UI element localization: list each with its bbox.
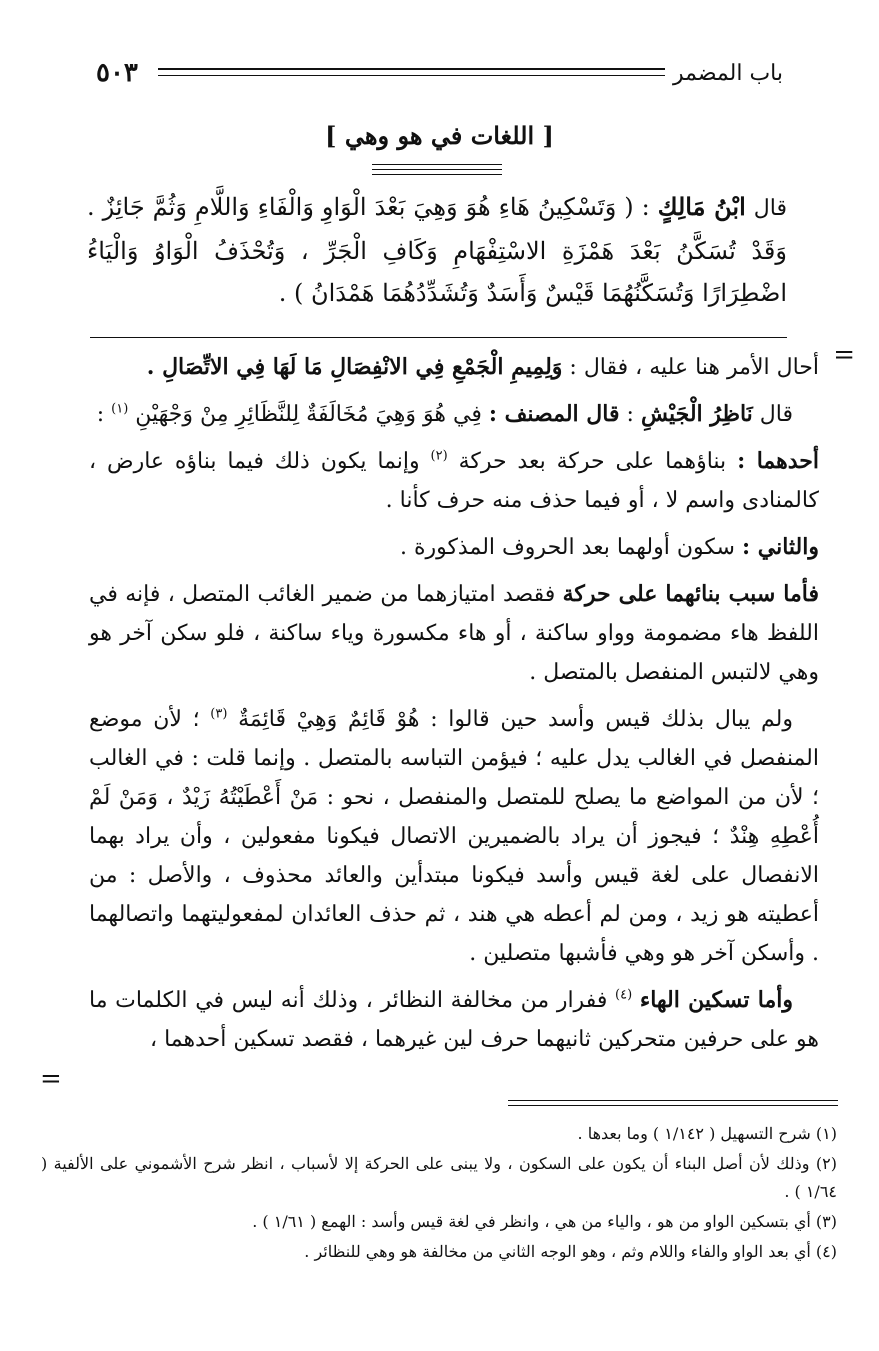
quote: وَلِمِيمِ الْجَمْعِ فِي الانْفِصَالِ مَا لَهَا فِي الاتِّصَالِ . bbox=[146, 354, 563, 380]
commentary-body bbox=[89, 348, 819, 1067]
header-rule bbox=[158, 68, 665, 76]
paragraph-4: والثاني : سكون أولهما بعد الحروف المذكورة . bbox=[399, 534, 819, 560]
footnote-rule bbox=[508, 1100, 838, 1110]
verse-author: ابْنُ مَالِكٍ bbox=[657, 192, 746, 221]
footnote-3: (٣) أي بتسكين الواو من هو ، والياء من هي ، وانظر في لغة قيس وأسد : الهمع ( ١/٦١ ) . bbox=[252, 1212, 837, 1231]
quote: مَنْ أَعْطَيْتُهُ زَيْدٌ ، وَمَنْ لَمْ أُعْطِهِ هِنْدٌ bbox=[89, 785, 819, 849]
continuation-mark-top: = bbox=[833, 340, 855, 370]
paragraph-5: فأما سبب بنائهما على حركة فقصد امتيازهما من ضمير الغائب المتصل ، فإنه في اللفظ هاء مضمومة وواو ساكنة ، أو هاء مكسورة وياء ساكنة ، فلو سكن آخر هو وهي لالتبس المنفصل بالمتصل . bbox=[89, 581, 819, 685]
verse-label: قال bbox=[753, 196, 787, 221]
paragraph-7: وأما تسكين الهاء $^{(٤)}$ ففرار من مخالفة النظائر ، وذلك أنه ليس في الكلمات ما هو على حرفين متحركين ثانيهما حرف لين غيرهما ، فقصد تسكين أحدهما ، bbox=[89, 987, 819, 1052]
footnote-4: (٤) أي بعد الواو والفاء واللام وثم ، وهو الوجه الثاني من مخالفة هو وهي للنظائر . bbox=[304, 1242, 837, 1261]
section-title: [ اللغات في هو وهي ] bbox=[325, 121, 554, 150]
footnote-ref: (٢) bbox=[430, 448, 448, 464]
chapter-title: باب المضمر bbox=[673, 61, 783, 86]
paragraph-2: قال نَاظِرُ الْجَيْشِ : قال المصنف : فِي هُوَ وَهِيَ مُخَالَفَةٌ لِلنَّظَائِرِ مِنْ وَجْهَيْنِ $^{(١)}$ : bbox=[96, 401, 793, 427]
footnotes bbox=[41, 1120, 837, 1268]
quote: هُوْ قَائِمٌ وَهِيْ قَائِمَةٌ bbox=[238, 707, 420, 732]
footnote-1: (١) شرح التسهيل ( ١/١٤٢ ) وما بعدها . bbox=[577, 1124, 837, 1143]
continuation-mark-bottom: = bbox=[40, 1064, 62, 1094]
page-number: ٥٠٣ bbox=[96, 58, 138, 88]
verse-text bbox=[87, 186, 787, 314]
footnote-2: (٢) وذلك لأن أصل البناء أن يكون على السكون ، ولا يبنى على الحركة إلا لأسباب ، انظر شرح الأشموني على الألفية ( ١/٦٤ ) . bbox=[41, 1154, 837, 1201]
paragraph-6: ولم يبال بذلك قيس وأسد حين قالوا : هُوْ قَائِمٌ وَهِيْ قَائِمَةٌ $^{(٣)}$ ؛ لأن موضع المنفصل في الغالب يدل عليه ؛ فيؤمن التباسه بالمتصل . وإنما قلت : في الغالب ؛ لأن من المواضع ما يصلح للمتصل والمنفصل ، نحو : مَنْ أَعْطَيْتُهُ زَيْدٌ ، وَمَنْ لَمْ أُعْطِهِ هِنْدٌ ؛ فيجوز أن يراد بالضميرين الاتصال فيكونا مفعولين ، وأن يراد بهما الانفصال على لغة قيس وأسد فيكونا مبتدأين والعائد محذوف ، والأصل : من أعطيته هو زيد ، ومن لم أعطه هي هند ، ثم حذف العائدان لمفعوليتهما واتصالهما . وأسكن آخر هو وهي فأشبها متصلين . bbox=[89, 706, 819, 966]
footnote-ref: (٣) bbox=[210, 706, 228, 722]
footnote-ref: (١) bbox=[111, 401, 129, 417]
verse-body: : ( وَتَسْكِينُ هَاءِ هُوَ وَهِيَ بَعْدَ الْوَاوِ وَالْفَاءِ وَاللَّامِ وَثُمَّ جَائِزٌ . وَقَدْ تُسَكَّنُ بَعْدَ هَمْزَةِ الاسْتِفْهَامِ وَكَافِ الْجَرِّ ، وَتُحْذَفُ الْوَاوُ وَالْيَاءُ اضْطِرَارًا وَتُسَكَّنُهُمَا قَيْسٌ وَأَسَدٌ وَتُشَدِّدُهُمَا هَمْدَانُ ) . bbox=[87, 193, 787, 307]
paragraph-3: أحدهما : بناؤهما على حركة بعد حركة $^{(٢)}$ وإنما يكون ذلك فيما بناؤه عارض ، كالمنادى واسم لا ، أو فيما حذف منه حرف كأنا . bbox=[89, 448, 819, 513]
footnote-ref: (٤) bbox=[615, 987, 633, 1003]
title-underline bbox=[372, 164, 502, 179]
author-name: نَاظِرُ الْجَيْشِ bbox=[640, 401, 753, 427]
section-divider bbox=[90, 337, 787, 338]
paragraph-1: أحال الأمر هنا عليه ، فقال : وَلِمِيمِ الْجَمْعِ فِي الانْفِصَالِ مَا لَهَا فِي الاتِّصَالِ . bbox=[146, 354, 819, 380]
quote: فِي هُوَ وَهِيَ مُخَالَفَةٌ لِلنَّظَائِرِ مِنْ وَجْهَيْنِ bbox=[135, 402, 482, 427]
page-header bbox=[96, 58, 783, 98]
